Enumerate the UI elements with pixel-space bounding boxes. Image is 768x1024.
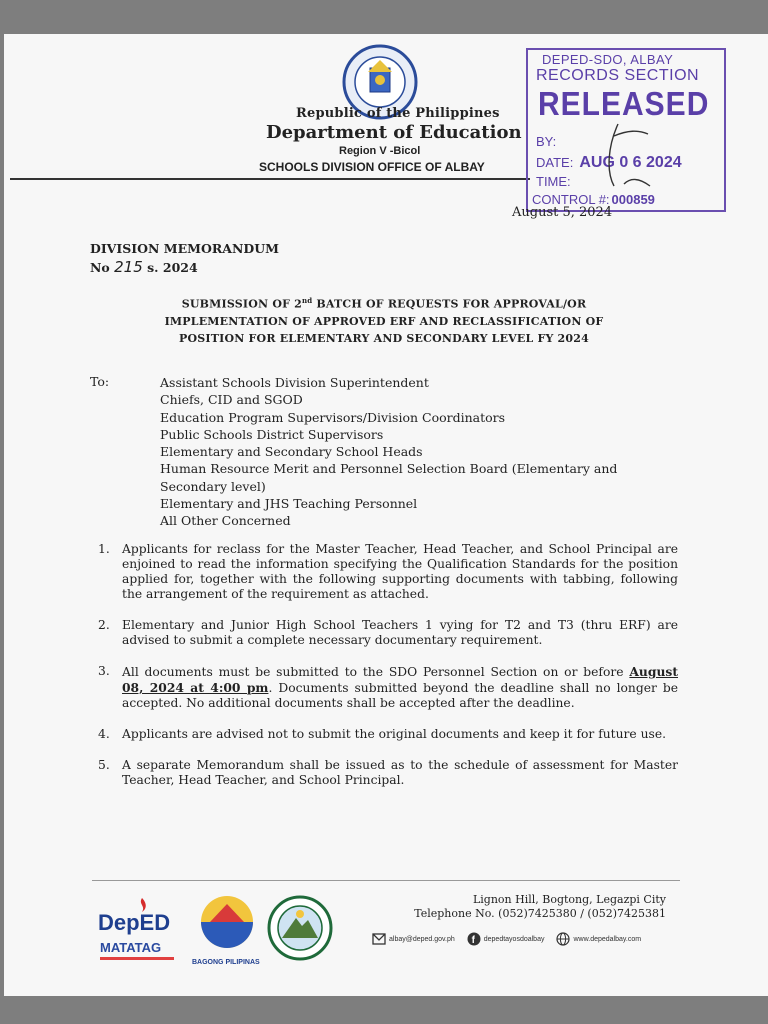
records-released-stamp <box>526 48 726 212</box>
memo-title-line3: POSITION FOR ELEMENTARY AND SECONDARY LEVEL FY 2024 <box>179 331 589 345</box>
signature-icon <box>588 116 668 196</box>
document-page <box>4 34 768 996</box>
republic-label: Republic of the Philippines <box>296 106 500 121</box>
memo-title-line1: SUBMISSION OF 2nd BATCH OF REQUESTS FOR APPROVAL/OR <box>181 296 587 311</box>
recipient-item: Human Resource Merit and Personnel Selection Board (Elementary and Secondary level) <box>160 461 618 494</box>
memo-item <box>98 618 678 648</box>
contact-website-text: www.depedalbay.com <box>573 935 642 943</box>
footer-address-block <box>404 893 666 921</box>
office-name: SCHOOLS DIVISION OFFICE OF ALBAY <box>259 160 485 174</box>
item-number: 4. <box>98 727 110 741</box>
item-text-post: . Documents submitted beyond the deadline shall no longer be accepted. No additional documents shall be accepted after the deadline. <box>122 681 678 710</box>
memo-item <box>98 758 678 788</box>
contact-email-text: albay@deped.gov.ph <box>389 935 455 943</box>
mail-icon <box>372 933 386 945</box>
stamp-control-label: CONTROL #: <box>532 192 610 207</box>
region-label: Region V -Bicol <box>339 145 421 157</box>
stamp-line1: DEPED-SDO, ALBAY <box>542 52 674 67</box>
recipient-item: Chiefs, CID and SGOD <box>160 392 303 408</box>
department-name: Department of Education <box>266 122 522 143</box>
contact-email[interactable] <box>372 933 455 945</box>
sdo-albay-seal-icon <box>266 894 334 962</box>
memo-heading <box>90 240 279 277</box>
bagong-pilipinas-logo-icon <box>190 892 264 968</box>
deadline-date: August 08, 2024 at 4:00 pm <box>122 664 678 695</box>
stamp-by-label: BY: <box>536 134 557 149</box>
recipient-item: All Other Concerned <box>160 513 291 529</box>
recipient-item: Education Program Supervisors/Division Coordinators <box>160 409 506 425</box>
contact-website[interactable] <box>556 932 641 946</box>
memo-no-value: 215 <box>114 258 143 276</box>
header-divider <box>10 178 530 180</box>
logo-bagong-text: BAGONG PILIPINAS <box>192 959 260 966</box>
footer-address: Lignon Hill, Bogtong, Legazpi City <box>472 893 666 906</box>
stamp-date-label: DATE: <box>536 155 574 170</box>
item-text: Applicants for reclass for the Master Teacher, Head Teacher, and School Principal are enjoined to read the information specifying the Qualification Standards for the position applied for, together with the following supporting documents with tabbing, following the arrangement of the requirement as attached. <box>122 542 678 601</box>
logo-matatag-text: MATATAG <box>100 940 162 955</box>
memo-item <box>98 664 678 711</box>
svg-text:f: f <box>471 935 475 946</box>
item-number: 5. <box>98 758 110 772</box>
memo-item <box>98 727 678 742</box>
footer-contacts <box>372 932 653 946</box>
item-number: 2. <box>98 618 110 632</box>
stamp-line2: RECORDS SECTION <box>536 67 700 84</box>
item-text <box>122 664 678 711</box>
memo-item <box>98 542 678 602</box>
footer-divider <box>92 880 680 881</box>
stamp-status: RELEASED <box>538 86 710 123</box>
logo-deped-text: DepED <box>98 910 171 935</box>
item-number: 3. <box>98 664 110 678</box>
item-number: 1. <box>98 542 110 556</box>
memo-number <box>90 258 279 277</box>
item-text: A separate Memorandum shall be issued as to the schedule of assessment for Master Teacher, Head Teacher, and School Principal. <box>122 758 678 787</box>
to-label: To: <box>90 374 110 389</box>
recipient-item: Public Schools District Supervisors <box>160 426 384 442</box>
recipient-item: Elementary and Secondary School Heads <box>160 444 423 460</box>
recipient-item: Elementary and JHS Teaching Personnel <box>160 496 418 512</box>
globe-icon <box>556 932 570 946</box>
stamp-date-value: AUG 0 6 2024 <box>579 154 682 171</box>
item-text: Applicants are advised not to submit the original documents and keep it for future use. <box>122 727 667 741</box>
contact-facebook[interactable] <box>467 932 545 946</box>
item-text-pre: All documents must be submitted to the SDO Personnel Section on or before <box>122 665 624 679</box>
memo-series: s. 2024 <box>147 260 198 275</box>
deped-matatag-logo-icon <box>96 896 178 968</box>
memo-type: DIVISION MEMORANDUM <box>90 241 279 256</box>
footer-telephone: Telephone No. (052)7425380 / (052)7425381 <box>414 907 666 920</box>
facebook-icon <box>467 932 481 946</box>
stamp-control-value: 000859 <box>611 192 655 207</box>
recipient-item: Assistant Schools Division Superintendent <box>160 375 429 390</box>
memo-items <box>98 542 678 804</box>
item-text: Elementary and Junior High School Teachers 1 vying for T2 and T3 (thru ERF) are advised to submit a complete necessary documentary requirement. <box>122 618 678 647</box>
stamp-time-label: TIME: <box>536 174 571 189</box>
memo-title <box>114 292 654 347</box>
recipient-list <box>160 374 670 530</box>
memo-no-prefix: No <box>90 260 110 275</box>
contact-facebook-text: depedtayosdoalbay <box>483 935 545 943</box>
memo-date: August 5, 2024 <box>512 205 613 220</box>
memo-title-line2: IMPLEMENTATION OF APPROVED ERF AND RECLASSIFICATION OF <box>164 314 604 328</box>
